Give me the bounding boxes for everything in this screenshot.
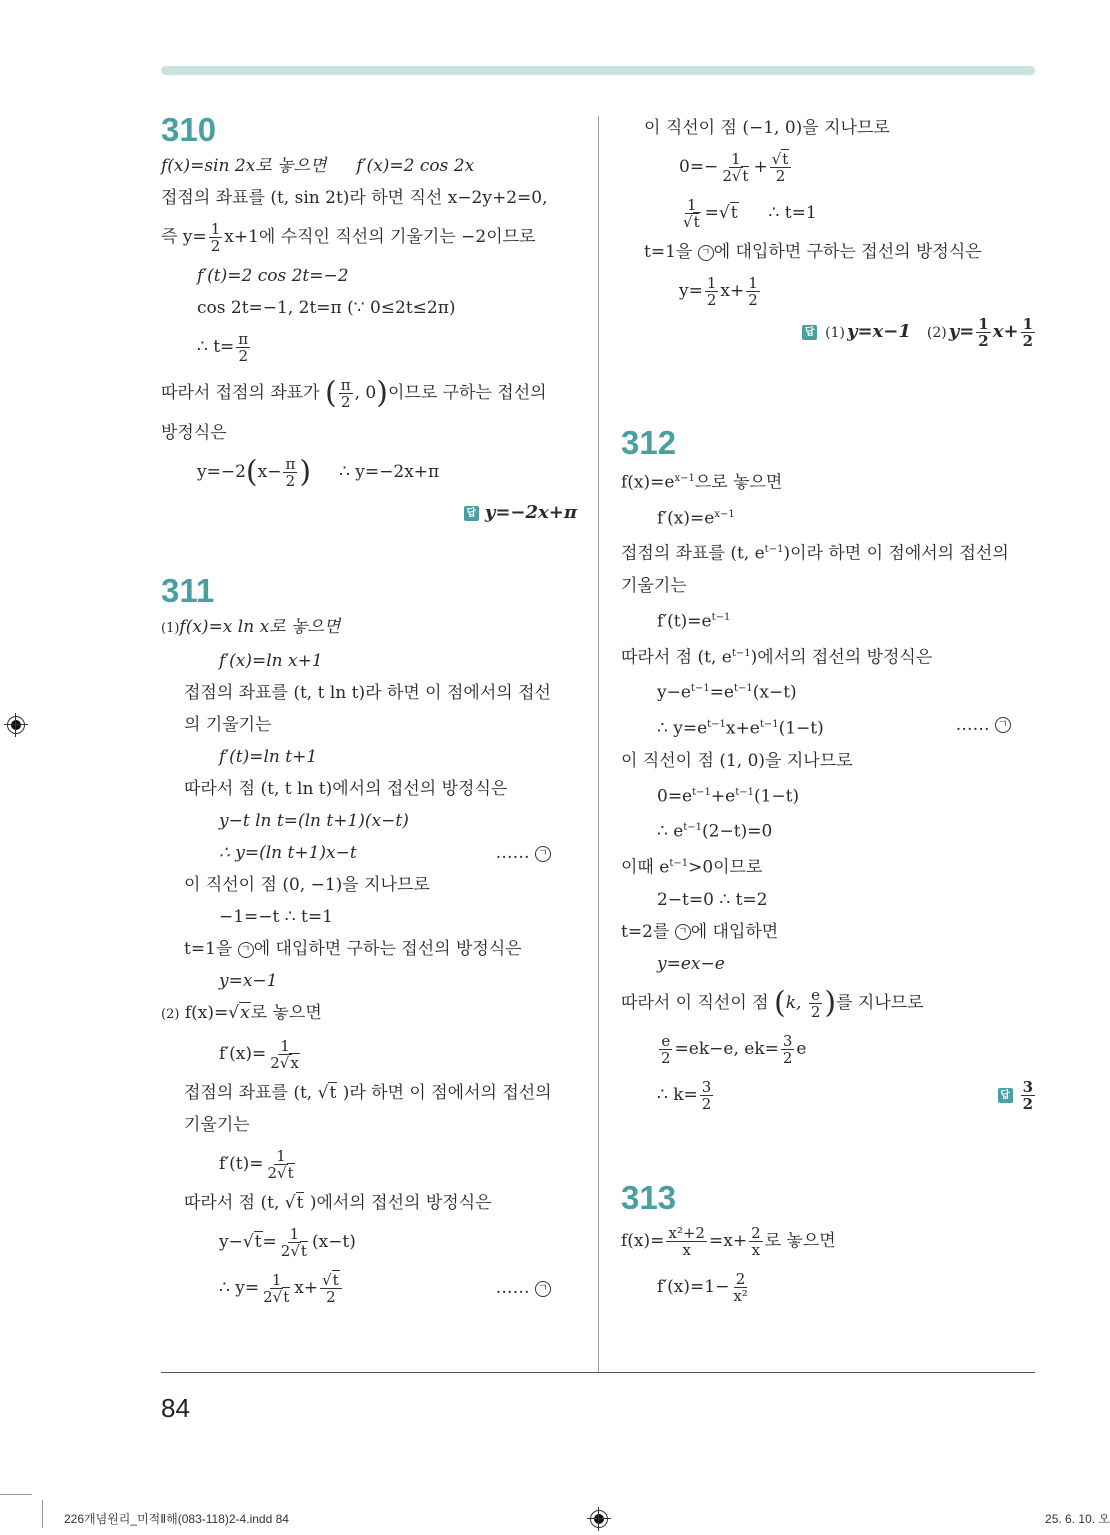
circled-giyeok-icon: ㄱ bbox=[675, 924, 691, 940]
solution-line: 접점의 좌표를 (t, √t )라 하면 이 점에서의 접선의 bbox=[184, 1083, 552, 1103]
answer-badge-icon: 답 bbox=[998, 1088, 1013, 1103]
solution-line: t=1을 ㄱ 에 대입하면 구하는 접선의 방정식은 bbox=[184, 939, 522, 959]
solution-line: 의 기울기는 bbox=[184, 715, 272, 735]
solution-line: ∴ $e^{t-1}(2-t)=0$ bbox=[657, 821, 773, 842]
solution-line: 2−t=0 ∴ t=2 bbox=[657, 889, 768, 910]
registration-mark-icon bbox=[7, 716, 25, 734]
solution-line: −1=−t ∴ t=1 bbox=[219, 907, 333, 927]
solution-line: 즉 y= $\frac{1}{2}$ x+1에 수직인 직선의 기울기는 −2이므로 bbox=[161, 220, 536, 255]
solution-line: 이 직선이 점 (−1, 0)을 지나므로 bbox=[644, 118, 890, 138]
solution-line: 접점의 좌표를 (t, t ln t)라 하면 이 점에서의 접선 bbox=[184, 683, 551, 703]
solution-line: f(x)= $\frac{\text{x²+2}}{x}$ =x+ $\frac{2}{x}$ 로 놓으면 bbox=[621, 1224, 836, 1260]
solution-line: 방정식은 bbox=[161, 422, 227, 443]
circled-giyeok-icon: ㄱ bbox=[698, 245, 714, 261]
solution-line: ∴ k= $\frac{3}{2}$ 답 $\frac{3}{2}$ bbox=[657, 1078, 1033, 1114]
solution-line: ∴ $y=e^{t-1}x+e^{t-1}(1-t)$ …… ㄱ bbox=[621, 709, 1051, 745]
solution-line: y−√t= $\frac{1}{2√t}$ (x−t) bbox=[219, 1225, 356, 1260]
solution-line: y= $\frac{1}{2}$ x+ $\frac{1}{2}$ bbox=[679, 274, 758, 309]
solution-line: f(x)=sin 2x로 놓으면 f′(x)=2 cos 2x bbox=[161, 156, 475, 176]
right-column bbox=[621, 110, 1051, 1310]
solution-line: $f'(x)=e^{x-1}$ bbox=[657, 508, 735, 529]
solution-line: $f'(t)=e^{t-1}$ bbox=[657, 611, 731, 632]
footer-filename: 226개념원리_미적Ⅱ해(083-118)2-4.indd 84 bbox=[64, 1512, 289, 1526]
solution-line: 이 직선이 점 (1, 0)을 지나므로 bbox=[621, 750, 853, 771]
answer-badge-icon: 답 bbox=[464, 506, 479, 521]
solution-line: ∴ t= $\frac{\pi}{2}$ bbox=[197, 330, 249, 365]
solution-line: 따라서 이 직선이 점 (k, $\frac{e}{2}$ )를 지나므로 bbox=[621, 985, 924, 1021]
solution-line: 이때 $e^{t-1}>0$이므로 bbox=[621, 857, 763, 878]
solution-line: 이 직선이 점 (0, −1)을 지나므로 bbox=[184, 875, 430, 895]
solution-line: $y-e^{t-1}=e^{t-1}(x-t)$ bbox=[657, 682, 797, 703]
page-number: 84 bbox=[161, 1393, 190, 1423]
fraction: $\frac{1}{2}$ bbox=[210, 220, 221, 255]
solution-line: f′(t)=ln t+1 bbox=[219, 747, 318, 767]
crop-mark bbox=[0, 1494, 32, 1495]
print-footer bbox=[0, 1508, 1110, 1528]
problem-312 bbox=[621, 423, 1051, 1118]
registration-mark-icon bbox=[590, 1510, 608, 1528]
left-column bbox=[161, 110, 591, 1311]
solution-line: 0=− $\frac{1}{2√t}$ + $\frac{√t}{2}$ bbox=[621, 144, 1051, 190]
solution-line: 따라서 점 (t, t ln t)에서의 접선의 방정식은 bbox=[184, 779, 508, 799]
solution-line: f′(x)= $\frac{1}{2√x}$ bbox=[219, 1037, 299, 1072]
problem-310 bbox=[161, 110, 591, 531]
solution-line: 접점의 좌표를 (t, $e^{t-1}$)이라 하면 이 점에서의 접선의 bbox=[621, 543, 1009, 564]
solution-line: 따라서 점 (t, $e^{t-1}$)에서의 접선의 방정식은 bbox=[621, 647, 933, 668]
answer-badge-icon: 답 bbox=[802, 325, 817, 340]
problem-number: 311 bbox=[161, 572, 215, 609]
circled-giyeok-icon: ㄱ bbox=[238, 942, 254, 958]
circled-giyeok-icon: ㄱ bbox=[535, 846, 551, 862]
solution-line: $f(x)=e^{x-1}$으로 놓으면 bbox=[621, 472, 783, 493]
problem-311 bbox=[161, 571, 591, 1311]
solution-line: 접점의 좌표를 (t, sin 2t)라 하면 직선 x−2y+2=0, bbox=[161, 188, 548, 208]
solution-line: t=2를 ㄱ 에 대입하면 bbox=[621, 921, 779, 942]
solution-line: $\frac{1}{√t}$ =√t ∴ t=1 bbox=[683, 196, 817, 231]
solution-line: 기울기는 bbox=[184, 1115, 250, 1135]
solution-line: t=1을 ㄱ 에 대입하면 구하는 접선의 방정식은 bbox=[644, 242, 982, 262]
solution-line: ∴ y= $\frac{1}{2√t}$ x+ $\frac{√t}{2}$ …… ㄱ bbox=[161, 1265, 591, 1311]
footer-date: 25. 6. 10. 오 bbox=[1045, 1512, 1110, 1526]
problem-number: 312 bbox=[621, 424, 677, 461]
solution-line: f′(x)=1− $\frac{2}{\text{x²}}$ bbox=[657, 1270, 748, 1306]
problem-311-continued bbox=[621, 112, 1051, 351]
solution-line: f′(t)=2 cos 2t=−2 bbox=[197, 266, 349, 286]
header-accent-bar bbox=[161, 66, 1035, 75]
solution-line: $0=e^{t-1}+e^{t-1}(1-t)$ bbox=[657, 786, 800, 807]
solution-line: y=x−1 bbox=[219, 971, 278, 991]
circled-giyeok-icon: ㄱ bbox=[535, 1281, 551, 1297]
solution-line: cos 2t=−1, 2t=π (∵ 0≤2t≤2π) bbox=[197, 298, 456, 318]
solution-line: (2) f(x)=√x로 놓으면 bbox=[161, 1003, 322, 1023]
solution-line: y−t ln t=(ln t+1)(x−t) bbox=[219, 811, 409, 831]
solution-line: f′(x)=ln x+1 bbox=[219, 651, 323, 671]
footer-divider bbox=[161, 1372, 1035, 1373]
answer-line: 답 y=−2x+π bbox=[161, 495, 591, 531]
solution-line: 기울기는 bbox=[621, 575, 687, 596]
solution-line: (1)f(x)=x ln x로 놓으면 bbox=[161, 617, 341, 637]
problem-number: 313 bbox=[621, 1179, 677, 1217]
solution-line: 따라서 접점의 좌표가 ( $\frac{\pi}{2}$ , 0)이므로 구하는 접선의 bbox=[161, 375, 547, 411]
column-divider bbox=[598, 116, 599, 1372]
problem-number: 310 bbox=[161, 111, 217, 148]
solution-line: y=ex−e bbox=[657, 953, 725, 974]
problem-313 bbox=[621, 1178, 1051, 1310]
circled-giyeok-icon: ㄱ bbox=[995, 717, 1011, 733]
solution-line: f′(t)= $\frac{1}{2√t}$ bbox=[219, 1147, 294, 1182]
solution-line: $\frac{e}{2}$ =ek−e, ek= $\frac{3}{2}$ e bbox=[661, 1032, 807, 1068]
solution-line: y=−2(x− $\frac{\pi}{2}$ ) ∴ y=−2x+π bbox=[197, 454, 440, 490]
solution-line: 따라서 점 (t, √t )에서의 접선의 방정식은 bbox=[184, 1193, 492, 1213]
answer-line: 답 (1) y=x−1 (2) y= $\frac{1}{2}$ x+ $\frac{1}{2}$ bbox=[621, 314, 1051, 351]
solution-line: ∴ y=(ln t+1)x−t …… ㄱ bbox=[161, 837, 591, 869]
crop-mark bbox=[42, 1500, 43, 1528]
